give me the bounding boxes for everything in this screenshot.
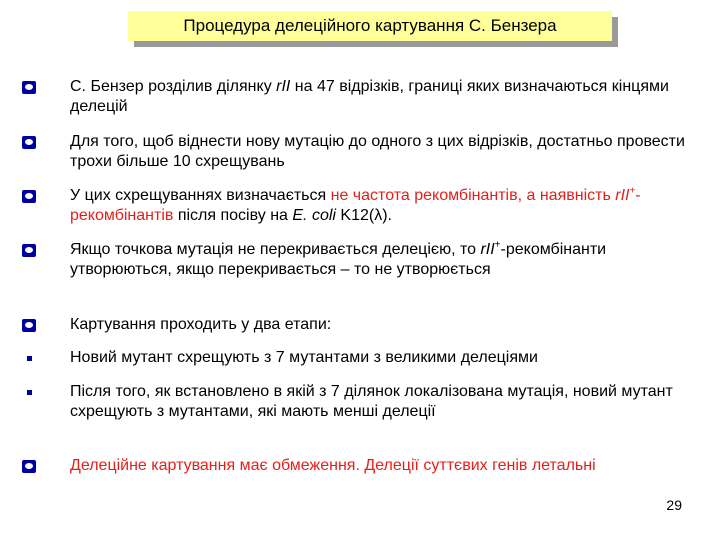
list-item — [46, 240, 686, 280]
q-bullet-icon — [20, 77, 38, 97]
text-run: E. coli — [292, 207, 336, 224]
item-text — [46, 77, 686, 117]
text-run: на 47 відрізків, границі яких визначаються кінцями делецій — [70, 78, 669, 115]
text-run: K12(λ). — [335, 207, 392, 224]
list-item — [46, 456, 686, 476]
list-item — [46, 315, 686, 335]
text-run: Якщо точкова мутація не перекривається делецією, то — [70, 241, 481, 258]
text-run: не частота рекомбінантів, а наявність — [330, 187, 616, 204]
item-text — [46, 456, 686, 476]
square-bullet-icon — [20, 348, 38, 368]
text-run: -рекомбінантів — [70, 187, 641, 224]
q-bullet-icon — [20, 240, 38, 260]
q-bullet-icon — [20, 456, 38, 476]
text-run: С. Бензер розділив ділянку — [70, 78, 277, 95]
text-run: Для того, щоб віднести нову мутацію до одного з цих відрізків, достатньо провести трохи більше 10 схрещувань — [70, 133, 685, 170]
slide-title — [128, 11, 612, 41]
text-run: Новий мутант схрещують з 7 мутантами з великими делеціями — [70, 349, 538, 366]
list-item — [46, 382, 686, 422]
slide-title-text: Процедура делеційного картування С. Бензера — [183, 16, 557, 35]
q-bullet-icon — [20, 186, 38, 206]
page-number: 29 — [666, 497, 682, 513]
text-run: після посіву на — [173, 207, 293, 224]
item-text — [46, 348, 686, 368]
text-run: + — [629, 185, 636, 197]
item-text — [46, 315, 686, 335]
text-run: rII — [276, 78, 291, 95]
item-text — [46, 132, 686, 172]
text-run: У цих схрещуваннях визначається — [70, 187, 331, 204]
item-text — [46, 382, 686, 422]
list-item — [46, 132, 686, 172]
item-text — [46, 240, 686, 280]
q-bullet-icon — [20, 315, 38, 335]
text-run: + — [494, 239, 501, 251]
item-text — [46, 186, 686, 226]
text-run: Картування проходить у два етапи: — [70, 316, 332, 333]
text-run: Делеційне картування має обмеження. Делеції суттєвих генів летальні — [70, 457, 596, 474]
q-bullet-icon — [20, 132, 38, 152]
list-item — [46, 77, 686, 117]
text-run: rII — [615, 187, 630, 204]
list-item — [46, 348, 686, 368]
text-run: Після того, як встановлено в якій з 7 ділянок локалізована мутація, новий мутант схрещують з мутантами, які мають менші делеції — [70, 383, 673, 420]
list-item — [46, 186, 686, 226]
square-bullet-icon — [20, 382, 38, 402]
text-run: rII — [480, 241, 495, 258]
text-run: -рекомбінанти утворюються, якщо перекривається – то не утворюється — [70, 241, 607, 278]
